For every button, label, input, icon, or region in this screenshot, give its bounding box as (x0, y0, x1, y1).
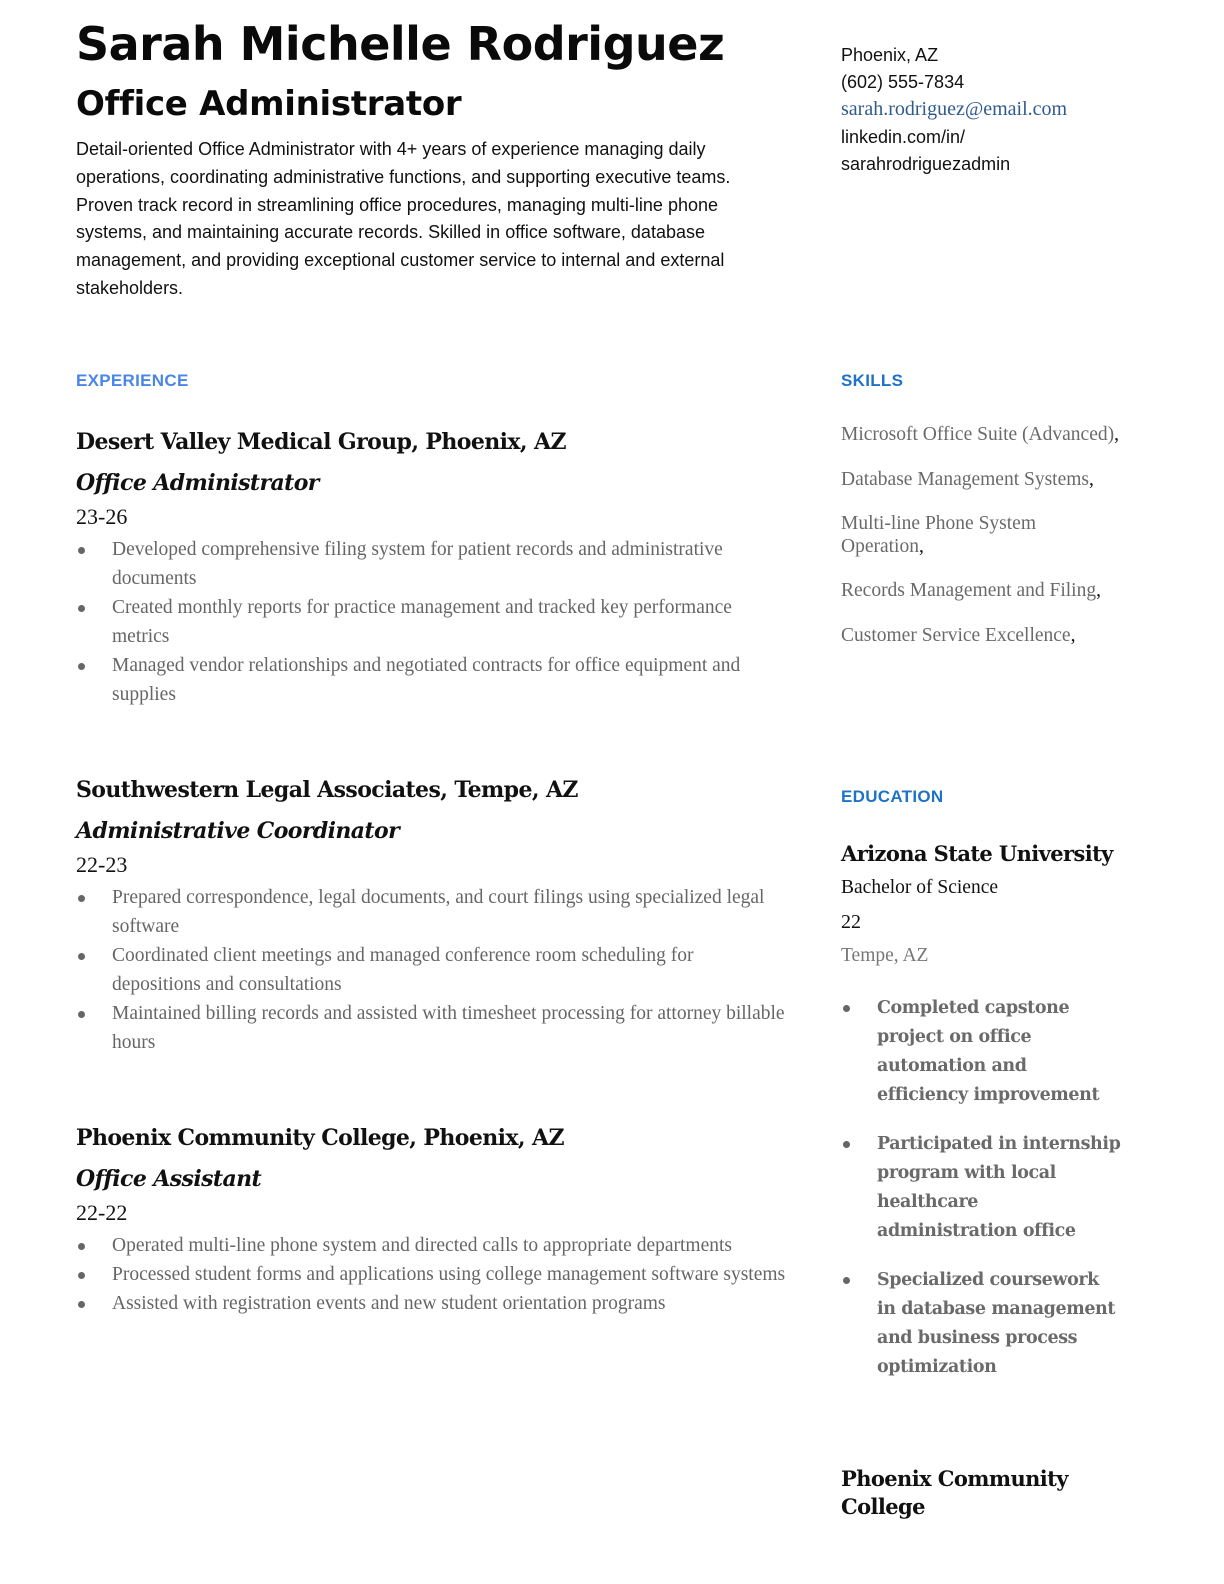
job-bullets (76, 1231, 786, 1318)
company-name: Southwestern Legal Associates, Tempe, AZ (76, 777, 578, 803)
bullet-dot-icon (78, 547, 85, 554)
bullet-text: Created monthly reports for practice management and tracked key performance metrics (112, 597, 732, 647)
bullet-dot-icon (78, 1011, 85, 1018)
school-location: Tempe, AZ (841, 945, 929, 966)
bullet-text: Completed capstone project on office automation and efficiency improvement (877, 998, 1100, 1105)
experience-entry (76, 774, 786, 1057)
bullet-dot-icon (78, 605, 85, 612)
bullet-text: Managed vendor relationships and negotiated contracts for office equipment and supplies (112, 655, 741, 705)
job-bullet (76, 651, 786, 709)
job-bullet (76, 1289, 786, 1318)
contact-phone: (602) 555-7834 (841, 72, 965, 93)
education-entry (841, 838, 1121, 1402)
bullet-dot-icon (78, 663, 85, 670)
education-bullet (841, 994, 1121, 1110)
bullet-text: Maintained billing records and assisted with timesheet processing for attorney billable hours (112, 1003, 785, 1053)
skill-text: Database Management Systems (841, 468, 1090, 490)
professional-summary: Detail-oriented Office Administrator with 4+ years of experience managing daily operations, coordinating administrative functions, and supporting executive teams. Proven track record in streamlining office procedures, managing multi-line phone systems, and maintaining accurate records. Skilled in office software, database management, and providing exceptional customer service to internal and external stakeholders. (76, 139, 731, 298)
skill-separator: , (1070, 624, 1076, 646)
bullet-text: Coordinated client meetings and managed conference room scheduling for depositions and consultations (112, 945, 694, 995)
job-bullet (76, 999, 786, 1057)
bullet-dot-icon (78, 1301, 85, 1308)
job-bullet (76, 883, 786, 941)
job-dates: 22-22 (76, 1200, 128, 1225)
bullet-dot-icon (78, 953, 85, 960)
job-bullet (76, 593, 786, 651)
contact-linkedin-line-2: sarahrodriguezadmin (841, 153, 1011, 174)
skill-item (841, 580, 1121, 603)
contact-location: Phoenix, AZ (841, 45, 939, 65)
job-bullet (76, 941, 786, 999)
job-role: Administrative Coordinator (76, 818, 400, 844)
bullet-text: Assisted with registration events and new student orientation programs (112, 1293, 666, 1314)
experience-heading: EXPERIENCE (76, 371, 189, 390)
skill-item (841, 513, 1121, 558)
skill-item (841, 469, 1121, 492)
education-bullet (841, 1266, 1121, 1382)
school-name: Phoenix Community College (841, 1466, 1068, 1519)
job-bullet (76, 535, 786, 593)
bullet-text: Participated in internship program with local healthcare administration office (877, 1134, 1121, 1241)
degree: Bachelor of Science (841, 877, 999, 898)
contact-info (841, 42, 1121, 178)
job-bullet (76, 1260, 786, 1289)
education-bullet (841, 1130, 1121, 1246)
skill-separator: , (918, 535, 924, 557)
job-dates: 23-26 (76, 504, 128, 529)
candidate-name: Sarah Michelle Rodriguez (76, 17, 725, 71)
skill-separator: , (1114, 424, 1119, 445)
job-role: Office Assistant (76, 1166, 262, 1192)
skill-separator: , (1096, 580, 1101, 601)
education-bullets (841, 994, 1121, 1382)
company-name: Desert Valley Medical Group, Phoenix, AZ (76, 429, 566, 455)
bullet-text: Prepared correspondence, legal documents, and court filings using specialized legal software (112, 887, 765, 937)
skill-text: Multi-line Phone System Operation (841, 513, 1036, 557)
experience-entry (76, 1122, 786, 1318)
experience-entry (76, 426, 786, 709)
bullet-dot-icon (78, 1243, 85, 1250)
bullet-dot-icon (78, 895, 85, 902)
skill-text: Customer Service Excellence (841, 624, 1071, 646)
skills-heading: SKILLS (841, 371, 904, 390)
bullet-text: Specialized coursework in database management and business process optimization (877, 1270, 1116, 1377)
education-heading: EDUCATION (841, 787, 944, 806)
school-name: Arizona State University (841, 841, 1113, 866)
bullet-dot-icon (78, 1272, 85, 1279)
contact-email-link[interactable]: sarah.rodriguez@email.com (841, 98, 1068, 121)
bullet-dot-icon (843, 1141, 850, 1148)
bullet-text: Processed student forms and applications using college management software systems (112, 1264, 786, 1285)
bullet-text: Operated multi-line phone system and directed calls to appropriate departments (112, 1235, 733, 1256)
job-bullet (76, 1231, 786, 1260)
bullet-dot-icon (843, 1005, 850, 1012)
job-bullets (76, 883, 786, 1057)
bullet-text: Developed comprehensive filing system for patient records and administrative documents (112, 539, 723, 589)
graduation-year: 22 (841, 911, 861, 933)
job-bullets (76, 535, 786, 709)
company-name: Phoenix Community College, Phoenix, AZ (76, 1125, 564, 1151)
skill-item (841, 625, 1121, 648)
job-dates: 22-23 (76, 852, 128, 877)
contact-linkedin-line-1: linkedin.com/in/ (841, 126, 966, 147)
skill-text: Microsoft Office Suite (Advanced) (841, 424, 1115, 445)
skill-separator: , (1089, 468, 1094, 490)
candidate-title: Office Administrator (76, 84, 462, 124)
skill-item (841, 424, 1121, 447)
bullet-dot-icon (843, 1277, 850, 1284)
resume-header (76, 14, 776, 303)
skill-text: Records Management and Filing (841, 580, 1097, 601)
job-role: Office Administrator (76, 470, 319, 496)
skills-list (841, 424, 1121, 669)
